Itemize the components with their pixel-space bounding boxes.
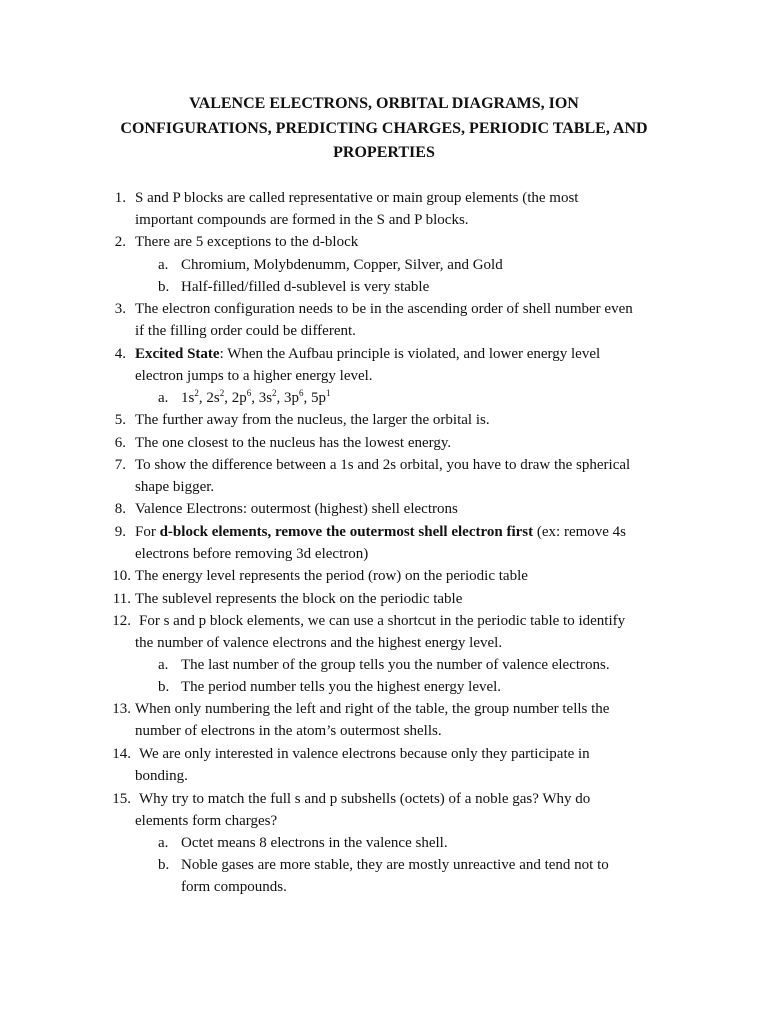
orbital-superscript: 1 [326,388,331,398]
list-item-text [135,522,626,542]
list-item-text-pre: For [135,524,160,540]
sub-item-text: Octet means 8 electrons in the valence shell. [181,835,448,851]
list-item-text: When only numbering the left and right of the table, the group number tells the [135,701,610,717]
list-item-text: S and P blocks are called representative or main group elements (the most [135,190,579,206]
list-item-text: number of electrons in the atom’s outermost shells. [135,723,442,739]
item-number: 1. [114,190,126,206]
list-item-text: the number of valence electrons and the highest energy level. [135,635,503,651]
orbital-separator: , [276,390,285,406]
document-title-line-1: VALENCE ELECTRONS, ORBITAL DIAGRAMS, ION [189,95,579,112]
bold-term: d-block elements, remove the outermost shell electron first [159,524,534,540]
sub-item-text: The period number tells you the highest energy level. [181,679,502,695]
item-number: 12. [112,613,131,629]
item-number: 6. [114,435,126,451]
orbital-term: 3s [258,390,273,406]
list-item-text-post: (ex: remove 4s [533,524,627,540]
item-number: 4. [114,346,126,362]
orbital-superscript: 6 [299,388,304,398]
list-item-text: The electron configuration needs to be in the ascending order of shell number even [135,301,633,317]
sub-item-letter: a. [158,257,169,273]
list-item-text: electrons before removing 3d electron) [135,546,369,562]
sub-item-text: Chromium, Molybdenumm, Copper, Silver, and Gold [181,257,503,273]
sub-item-text: Noble gases are more stable, they are mostly unreactive and tend not to [181,857,609,873]
sub-item-letter: b. [158,679,170,695]
orbital-separator: , [198,390,207,406]
orbital-separator: , [303,390,312,406]
list-item-text: The one closest to the nucleus has the lowest energy. [135,435,452,451]
item-number: 10. [112,568,131,584]
list-item-text [135,344,600,364]
orbital-term: 2p [231,390,247,406]
item-number: 2. [114,234,126,250]
orbital-superscript: 2 [219,388,225,398]
orbital-superscript: 2 [194,388,199,398]
list-item-text: elements form charges? [135,813,278,829]
list-item-text: There are 5 exceptions to the d-block [135,234,359,250]
list-item-text: electron jumps to a higher energy level. [135,368,373,384]
document-title-line-3: PROPERTIES [333,144,435,161]
sub-item-letter: b. [158,279,170,295]
sub-item-letter: a. [158,390,169,406]
item-number: 8. [114,501,126,517]
item-number: 14. [112,746,131,762]
orbital-term: 1s [181,390,195,406]
orbital-term: 5p [311,390,327,406]
electron-configuration [181,388,331,408]
item-number: 7. [114,457,126,473]
orbital-superscript: 6 [246,388,252,398]
orbital-term: 3p [284,390,300,406]
item-number: 13. [112,701,131,717]
list-item-text: To show the difference between a 1s and 2s orbital, you have to draw the spherical [135,457,631,473]
sub-item-letter: b. [158,857,170,873]
list-item-text: The energy level represents the period (row) on the periodic table [135,568,528,584]
list-item-text: bonding. [135,768,188,784]
list-item-text: shape bigger. [135,479,215,495]
bold-term: Excited State [135,346,220,362]
item-number: 9. [114,524,126,540]
orbital-separator: , [224,390,232,406]
list-item-text: The further away from the nucleus, the larger the orbital is. [135,412,490,428]
item-number: 5. [114,412,126,428]
document-title-line-2: CONFIGURATIONS, PREDICTING CHARGES, PERIODIC TABLE, AND [120,120,648,137]
orbital-superscript: 2 [272,388,277,398]
list-item-text: For s and p block elements, we can use a shortcut in the periodic table to identify [139,613,626,629]
orbital-term: 2s [206,390,220,406]
item-number: 15. [112,791,131,807]
item-number: 11. [112,591,131,607]
list-item-text: Why try to match the full s and p subshells (octets) of a noble gas? Why do [139,791,591,807]
sub-item-letter: a. [158,657,169,673]
list-item-text: Valence Electrons: outermost (highest) shell electrons [135,501,458,517]
orbital-separator: , [251,390,259,406]
list-item-text: The sublevel represents the block on the periodic table [135,591,463,607]
list-item-text: We are only interested in valence electrons because only they participate in [139,746,590,762]
list-item-text: if the filling order could be different. [135,323,356,339]
list-item-text-rest: : When the Aufbau principle is violated, and lower energy level [219,346,601,362]
sub-item-text: form compounds. [181,879,287,895]
list-item-text: important compounds are formed in the S and P blocks. [135,212,469,228]
sub-item-text: The last number of the group tells you the number of valence electrons. [181,657,610,673]
sub-item-letter: a. [158,835,169,851]
item-number: 3. [114,301,126,317]
sub-item-text: Half-filled/filled d-sublevel is very stable [181,279,430,295]
